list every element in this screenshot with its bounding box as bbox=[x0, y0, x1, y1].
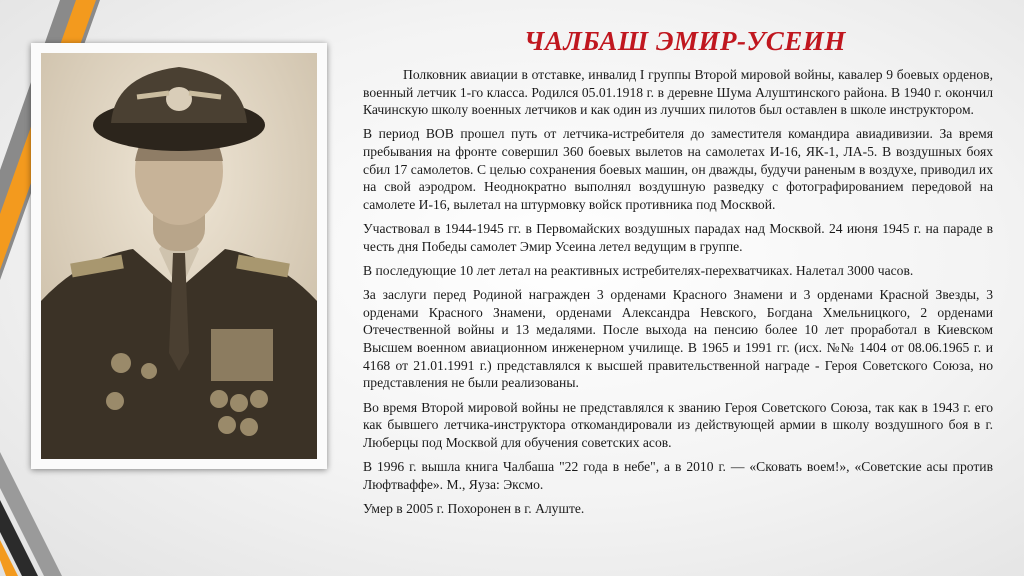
bio-paragraph-7: В 1996 г. вышла книга Чалбаша "22 года в небе", а в 2010 г. — «Сковать воем!», «Советские асы против Люфтваффе». М., Яуза: Эксмо. bbox=[363, 459, 993, 492]
bio-paragraph-8: Умер в 2005 г. Похоронен в г. Алуште. bbox=[363, 500, 585, 516]
bio-paragraph-5: За заслуги перед Родиной награжден 3 орденами Красного Знамени и 3 орденами Красной Звезды, 3 орденами Красного Знамени, орденами Александра Невского, Богдана Хмельницкого, 2 орденами Отечественной войны и 13 медалями. После выхода на пенсию более 10 лет проработал в Киевском Высшем военном авиационном инженерном училище. В 1965 и 1991 гг. (исх. №№ 1404 от 08.06.1965 г. и 4168 от 21.01.1991 г.) представлялся к высшей правительственной награде - Героя Советского Союза, но представления не были реализованы. bbox=[363, 287, 993, 391]
portrait-frame bbox=[31, 43, 327, 469]
portrait-photo bbox=[41, 53, 317, 459]
bio-paragraph-1: Полковник авиации в отставке, инвалид I группы Второй мировой войны, кавалер 9 боевых орденов, военный летчик 1-го класса. Родился 05.01.1918 г. в деревне Шума Алуштинского района. В 1940 г. окончил Качинскую школу военных летчиков и как один из лучших пилотов был оставлен в школе инструктором. bbox=[363, 67, 993, 118]
biography-text bbox=[363, 66, 993, 524]
gray-stripe-bottom bbox=[0, 452, 62, 576]
bio-paragraph-6: Во время Второй мировой войны не представлялся к званию Героя Советского Союза, так как в 1943 г. его как бывшего летчика-инструктора откомандировали из действующей армии в школу воздушного боя в г. Люберцы под Москвой для обучения советских асов. bbox=[363, 399, 993, 450]
page-title: ЧАЛБАШ ЭМИР-УСЕИН bbox=[524, 26, 846, 56]
bio-paragraph-3: Участвовал в 1944-1945 гг. в Первомайских воздушных парадах над Москвой. 24 июня 1945 г. на параде в честь дня Победы самолет Эмир Усеина летел ведущим в группе. bbox=[363, 221, 993, 254]
bio-paragraph-4: В последующие 10 лет летал на реактивных истребителях-перехватчиках. Налетал 3000 часов. bbox=[363, 263, 914, 278]
bio-paragraph-2: В период ВОВ прошел путь от летчика-истребителя до заместителя командира авиадивизии. За время пребывания на фронте совершил 360 боевых вылетов на самолетах И-16, ЯК-1, ЛА-5. В воздушных боях сбил 17 самолетов. С целью сохранения боевых машин, он дважды, будучи раненым в воздухе, приводил их на свой аэродром. Неоднократно выполнял воздушную разведку с фотографированием передовой на самолете И-16, вылетал на штурмовку войск противника под Москвой. bbox=[363, 126, 993, 212]
